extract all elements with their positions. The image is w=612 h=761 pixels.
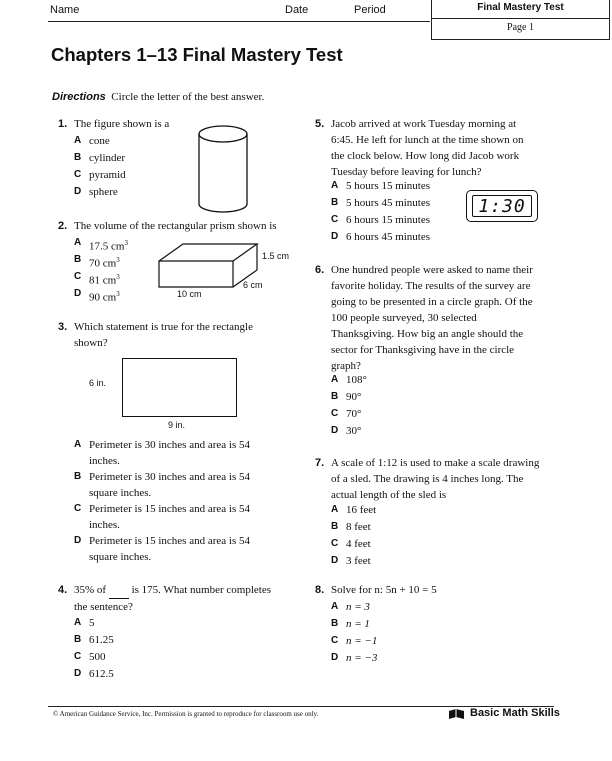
date-label: Date (285, 4, 309, 16)
directions-label: Directions (52, 91, 106, 103)
answer-blank (109, 582, 129, 599)
rect-width-label: 9 in. (168, 420, 186, 430)
rect-height-label: 6 in. (89, 378, 107, 388)
question-text: The volume of the rectangular prism shown is (74, 220, 277, 232)
question-text: The figure shown is a (74, 118, 170, 130)
question-number: 6. (315, 264, 325, 276)
prism-depth-label: 6 cm (243, 280, 263, 290)
question-number: 8. (315, 584, 325, 596)
digital-clock-figure (466, 190, 538, 222)
directions-text: Circle the letter of the best answer. (111, 91, 265, 103)
name-label: Name (50, 4, 80, 16)
question-number: 4. (58, 584, 68, 596)
question-7: 7. A scale of 1:12 is used to make a scale drawing of a sled. The drawing is 4 inches long. The actual length of the sled is (315, 457, 540, 501)
question-text-line-2: the sentence? (74, 601, 133, 613)
rectangle-figure (122, 358, 237, 417)
question-6: 6. One hundred people were asked to name their favorite holiday. The results of the survey are going to be presented in a circle graph. Of the 100 people surveyed, 30 selected Thanksgiving. How big an angle should the sector for Thanksgiving have in the circle graph? (315, 264, 533, 372)
page-label: Page 1 (507, 22, 534, 33)
question-4: 4. 35% of is 175. What number completes the sentence? (74, 582, 304, 615)
question-number: 2. (58, 220, 68, 232)
copyright-notice: © American Guidance Service, Inc. Permission is granted to reproduce for classroom use only. (53, 710, 319, 718)
period-label: Period (354, 4, 386, 16)
question-text-line-2: shown? (74, 337, 108, 349)
question-8 (315, 582, 437, 598)
question-number: 7. (315, 457, 325, 469)
question-number: 1. (58, 118, 68, 130)
question-text: Solve for n: 5n + 10 = 5 (331, 584, 437, 596)
prism-length-label: 10 cm (177, 289, 202, 299)
question-5: 5. Jacob arrived at work Tuesday morning at 6:45. He left for lunch at the time shown on the clock below. How long did Jacob work Tuesday before leaving for lunch? (315, 118, 524, 178)
question-1 (58, 116, 170, 132)
question-2 (58, 218, 277, 234)
page-title: Chapters 1–13 Final Mastery Test (51, 44, 343, 65)
question-number: 3. (58, 321, 68, 333)
header-rule (48, 21, 430, 22)
directions (52, 91, 264, 103)
cylinder-figure (195, 122, 251, 218)
test-tag: Final Mastery Test (477, 2, 564, 13)
question-3 (58, 319, 253, 351)
test-tag-box (431, 0, 610, 40)
clock-display: 1:30 (472, 195, 532, 217)
brand-name: Basic Math Skills (470, 707, 560, 719)
tag-divider (432, 18, 609, 19)
question-number: 5. (315, 118, 325, 130)
question-text-line-1: Which statement is true for the rectangle (74, 321, 253, 333)
prism-height-label: 1.5 cm (262, 251, 290, 261)
book-icon (448, 708, 466, 720)
